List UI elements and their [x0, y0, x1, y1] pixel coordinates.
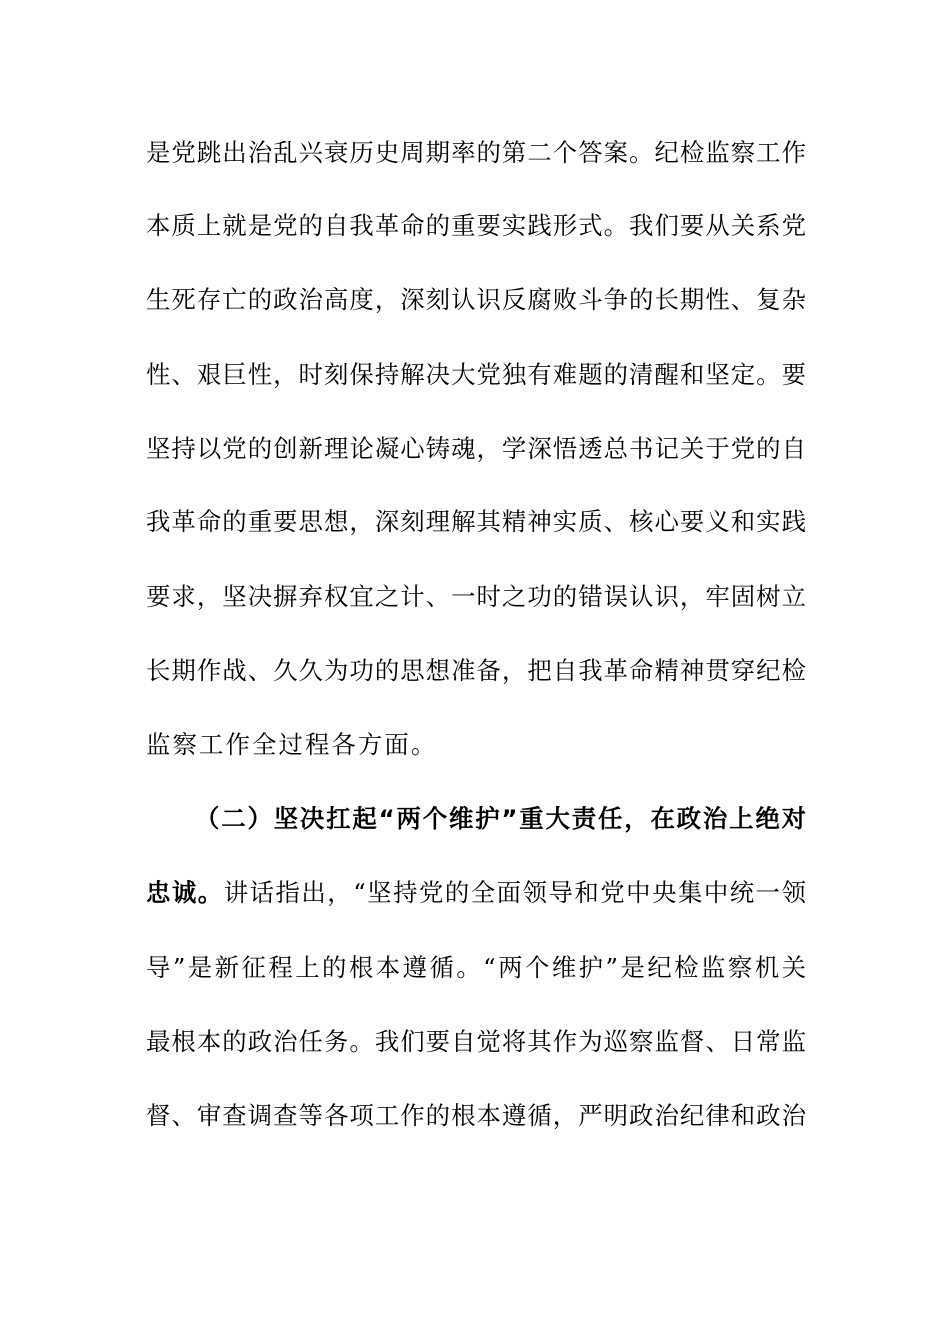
body-text-line	[146, 873, 806, 913]
body-text-line: 是党跳出治乱兴衰历史周期率的第二个答案。纪检监察工作	[146, 138, 806, 167]
body-text-line: 督、审查调查等各项工作的根本遵循，严明政治纪律和政治	[146, 1101, 806, 1130]
body-text-line: 我革命的重要思想，深刻理解其精神实质、核心要义和实践	[146, 507, 806, 536]
body-text-line: 坚持以党的创新理论凝心铸魂，学深悟透总书记关于党的自	[146, 434, 806, 463]
body-text-line: 长期作战、久久为功的思想准备，把自我革命精神贯穿纪检	[146, 656, 806, 685]
body-text-line: 监察工作全过程各方面。	[146, 730, 438, 759]
body-text-span: 讲话指出，“坚持党的全面领导和党中央集中统一领	[223, 878, 806, 907]
body-text-line: 要求，坚决摒弃权宜之计、一时之功的错误认识，牢固树立	[146, 582, 806, 611]
section-heading-line: （二）坚决扛起“两个维护”重大责任，在政治上绝对	[195, 804, 806, 833]
body-text-line: 导”是新征程上的根本遵循。“两个维护”是纪检监察机关	[146, 953, 806, 982]
body-text-line: 本质上就是党的自我革命的重要实践形式。我们要从关系党	[146, 211, 806, 240]
body-text-line: 性、艰巨性，时刻保持解决大党独有难题的清醒和坚定。要	[146, 360, 806, 389]
body-text-line: 生死存亡的政治高度，深刻认识反腐败斗争的长期性、复杂	[146, 285, 806, 314]
section-heading-end: 忠诚。	[146, 878, 224, 907]
body-text-line: 最根本的政治任务。我们要自觉将其作为巡察监督、日常监	[146, 1027, 806, 1056]
